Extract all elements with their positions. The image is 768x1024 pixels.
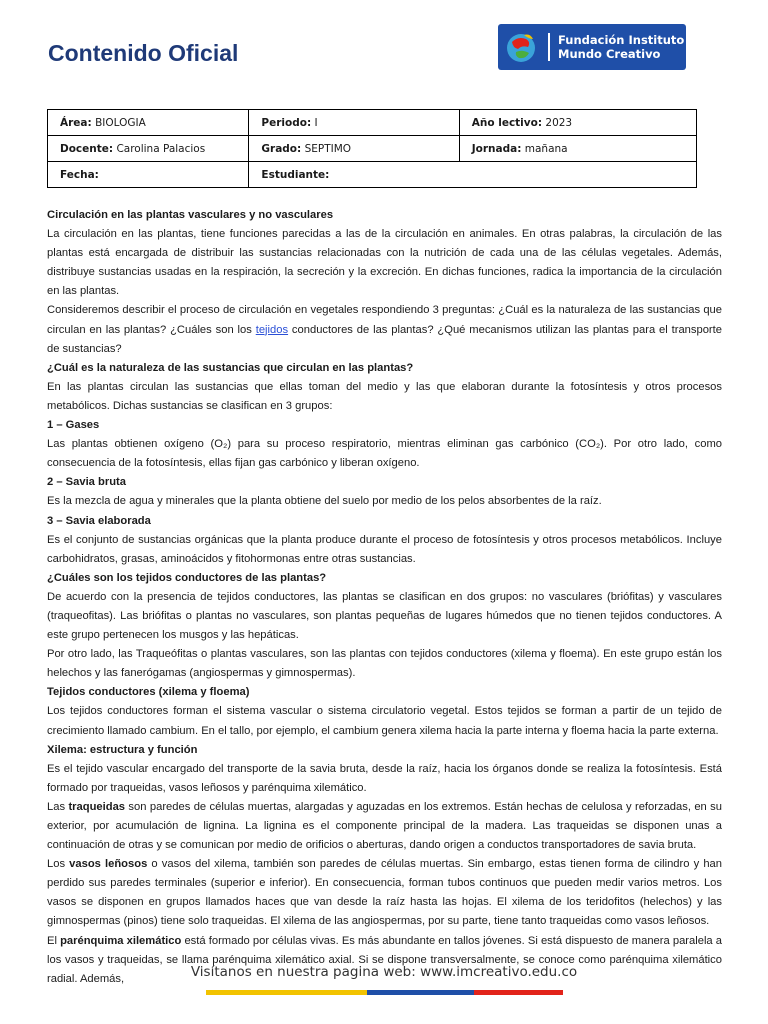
footer-bar-red: [474, 990, 563, 995]
table-row: [48, 110, 697, 136]
footer-website-text: Visítanos en nuestra pagina web: www.imcreativo.edu.co: [190, 964, 578, 980]
grado-cell: Grado: SEPTIMO: [249, 136, 459, 162]
section-heading: Circulación en las plantas vasculares y no vasculares: [47, 209, 334, 221]
section-heading: Tejidos conductores (xilema y floema): [47, 686, 250, 699]
footer-color-bar: [206, 990, 563, 995]
section-heading: Xilema: estructura y función: [47, 743, 198, 756]
paragraph: El parénquima xilemático está formado por células vivas. Es más abundante en tallos jóvenes. Si está dispuesto de manera paralela a los vasos y traqueidas, se llama parénquima xilemático axial. Si se dispone transversalmente, se conoce como parénquima xilemático radial. Además,: [47, 934, 723, 985]
document-body: [47, 206, 722, 989]
paragraph: Es la mezcla de agua y minerales que la planta obtiene del suelo por medio de los pelos absorbentes de la raíz.: [47, 495, 602, 508]
subheading: 1 – Gases: [47, 419, 100, 432]
paragraph: Los tejidos conductores forman el sistema vascular o sistema circulatorio vegetal. Estos tejidos se forman a partir de un tejido de crecimiento llamado cambium. En el tallo, por ejemplo, el cambium genera xilema hacia la parte interna y floema hacia la parte externa.: [47, 705, 722, 737]
paragraph: Las plantas obtienen oxígeno (O₂) para su proceso respiratorio, mientras eliminan gas carbónico (CO₂). Por otro lado, como consecuencia de la fotosíntesis, ellas fijan gas carbónico y liberan oxígeno.: [47, 438, 722, 470]
logo-separator: [548, 33, 550, 61]
logo-line-2: Mundo Creativo: [558, 47, 661, 61]
fecha-cell: Fecha:: [48, 162, 249, 188]
section-heading: ¿Cuál es la naturaleza de las sustancias que circulan en las plantas?: [47, 361, 414, 374]
area-cell: Área: BIOLOGIA: [48, 110, 249, 136]
table-row: [48, 162, 697, 188]
periodo-cell: Periodo: I: [249, 110, 459, 136]
section-heading: ¿Cuáles son los tejidos conductores de las plantas?: [47, 571, 327, 584]
paragraph: Consideremos describir el proceso de circulación en vegetales respondiendo 3 preguntas: ¿Cuál es la naturaleza de las sustancias que circulan en las plantas? ¿Cuáles son los tejidos conductores de las plantas? ¿Qué mecanismos utilizan las plantas para el transporte de sustancias?: [47, 304, 722, 355]
paragraph: Por otro lado, las Traqueófitas o plantas vasculares, son las plantas con tejidos conductores (xilema y floema). En este grupo están los helechos y las fanerógamas (angiospermas y gimnospermas).: [47, 648, 722, 680]
info-table: [47, 109, 697, 188]
subheading: 3 – Savia elaborada: [47, 514, 151, 527]
paragraph: De acuerdo con la presencia de tejidos conductores, las plantas se clasifican en dos grupos: no vasculares (briófitas) y vasculares (traqueofitas). Las briófitas o plantas no vasculares, son plantas pequeñas de lugares húmedos que no tienen tejidos conductores. A este grupo pertenecen los musgos y las hepáticas.: [47, 590, 722, 642]
footer-bar-yellow: [206, 990, 367, 995]
logo-line-1: Fundación Instituto: [558, 33, 685, 47]
logo-text: [558, 33, 684, 61]
paragraph: La circulación en las plantas, tiene funciones parecidas a las de la circulación en animales. En otras palabras, la circulación de las plantas está encargada de distribuir las sustancias relacionadas con la nutrición de cada una de las células vegetales. Además, distribuye sustancias usadas en la respiración, la secreción y la excreción. En dichas funciones, radica la importancia de la circulación en las plantas.: [47, 228, 722, 298]
paragraph: En las plantas circulan las sustancias que ellas toman del medio y las que elaboran durante la fotosíntesis y otros procesos metabólicos. Dichas sustancias se clasifican en 3 grupos:: [47, 380, 722, 412]
logo: [498, 24, 686, 70]
jornada-cell: Jornada: mañana: [459, 136, 696, 162]
logo-globe-icon: [504, 30, 538, 64]
anio-cell: Año lectivo: 2023: [459, 110, 696, 136]
paragraph: Los vasos leñosos o vasos del xilema, también son paredes de células muertas. Sin embargo, estas tienen forma de cilindro y han perdido sus paredes terminales (superior e inferior). En consecuencia, forman tubos continuos que pueden medir varios metros. Los vasos se disponen en grupos llamados haces que van desde la raíz hasta las hojas. El xilema de los teridofitos (helechos) y las gimnospermas (pinos) tiene solo traqueidas. El xilema de las angiospermas, por su parte, tiene tanto traqueidas como vasos leñosos.: [47, 858, 722, 928]
paragraph: Las traqueidas son paredes de células muertas, alargadas y aguzadas en los extremos. Están hechas de celulosa y reforzadas, en su exterior, por acumulación de lignina. La lignina es el componente principal de la madera. Las traqueidas se disponen unas a continuación de otras y se comunican por medio de orificios o aberturas, dando origen a conductos transportadores de savia bruta.: [47, 800, 722, 852]
paragraph: Es el tejido vascular encargado del transporte de la savia bruta, desde la raíz, hacia los órganos donde se realiza la fotosíntesis. Está formado por traqueidas, vasos leñosos y parénquima xilemático.: [47, 762, 722, 794]
tejidos-link[interactable]: tejidos: [255, 323, 289, 336]
page-title: Contenido Oficial: [48, 40, 239, 66]
footer-bar-blue: [367, 990, 474, 995]
subheading: 2 – Savia bruta: [47, 476, 126, 489]
table-row: [48, 136, 697, 162]
docente-cell: Docente: Carolina Palacios: [48, 136, 249, 162]
paragraph: Es el conjunto de sustancias orgánicas que la planta produce durante el proceso de fotosíntesis y otros procesos metabólicos. Incluye carbohidratos, grasas, aminoácidos y fitohormonas entre otras sustancias.: [47, 533, 722, 565]
estudiante-cell: Estudiante:: [249, 162, 697, 188]
